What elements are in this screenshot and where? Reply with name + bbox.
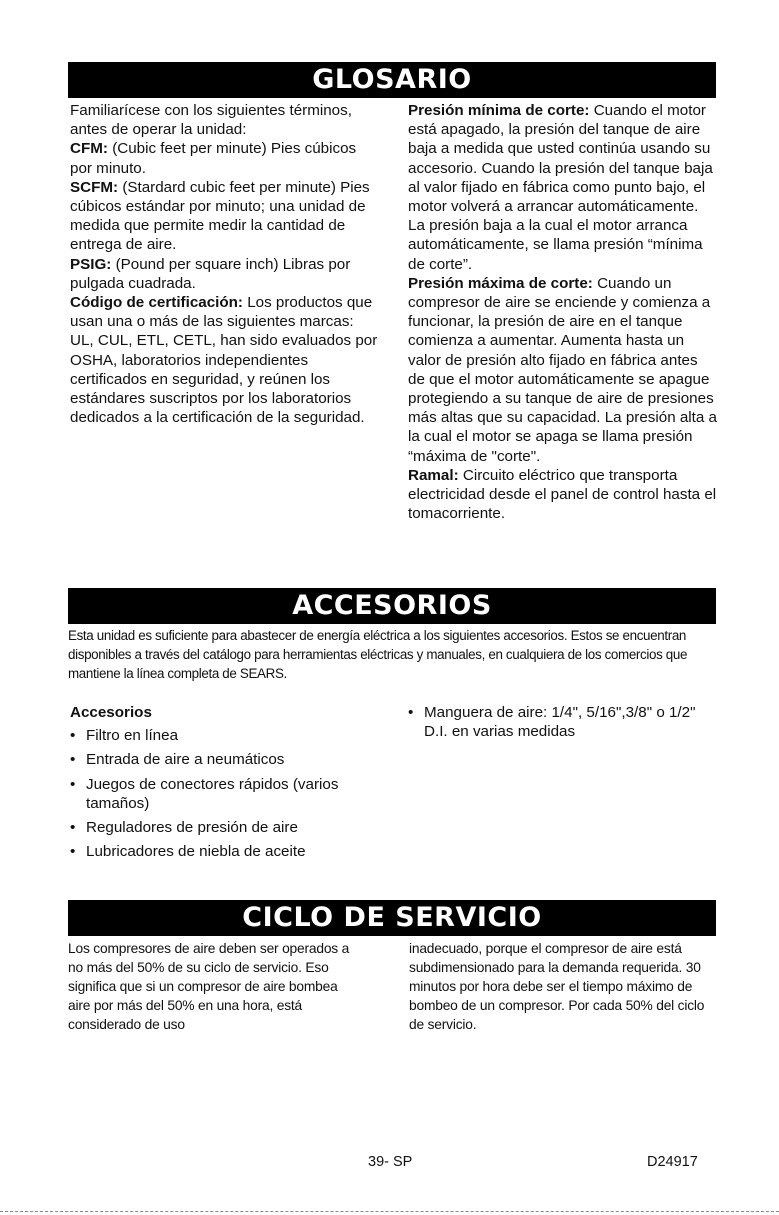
term-label: Ramal:	[408, 466, 459, 484]
accesorios-left-column	[70, 703, 370, 866]
glosario-term	[408, 466, 718, 524]
ciclo-text-left: Los compresores de aire deben ser operados a no más del 50% de su ciclo de servicio. Eso significa que si un compresor de aire bombea aire por más del 50% en una hora, está considerado de uso	[68, 941, 350, 1033]
page-edge-rule	[0, 1211, 779, 1212]
glosario-term	[408, 274, 718, 466]
list-item: • Filtro en línea	[70, 726, 370, 745]
accesorios-heading: ACCESORIOS	[68, 588, 716, 624]
list-item: • Juegos de conectores rápidos (varios tamaños)	[70, 775, 370, 813]
accesorios-list	[408, 703, 718, 741]
document-code: D24917	[647, 1154, 698, 1170]
glosario-term	[70, 293, 380, 427]
term-definition: (Cubic feet per minute) Pies cúbicos por minuto.	[70, 140, 357, 177]
glosario-intro: Familiarícese con los siguientes términos, antes de operar la unidad:	[70, 102, 352, 139]
term-definition: (Pound per square inch) Libras por pulgada cuadrada.	[70, 255, 351, 292]
glosario-right-column	[408, 101, 718, 523]
term-label: CFM:	[70, 140, 108, 158]
ciclo-text-right: inadecuado, porque el compresor de aire está subdimensionado para la demanda requerida. 30 minutos por hora debe ser el tiempo máximo de bombeo de un compresor. Por cada 50% del ciclo de servicio.	[409, 941, 705, 1033]
list-item: • Entrada de aire a neumáticos	[70, 750, 370, 769]
term-definition: (Stardard cubic feet per minute) Pies cúbicos estándar por minuto; una unidad de medida que permite medir la cantidad de entrega de aire.	[70, 178, 370, 254]
page-number: 39- SP	[368, 1154, 413, 1170]
term-label: Presión máxima de corte:	[408, 274, 593, 292]
list-item: • Reguladores de presión de aire	[70, 818, 370, 837]
glosario-term	[408, 101, 718, 274]
term-definition: Los productos que usan una o más de las siguientes marcas: UL, CUL, ETL, CETL, han sido evaluados por OSHA, laboratorios independientes certificados en seguridad, y reúnen los estándares suscriptos por los laboratorios dedicados a la certificación de la seguridad.	[70, 294, 378, 427]
term-label: Presión mínima de corte:	[408, 102, 590, 119]
ciclo-heading: CICLO DE SERVICIO	[68, 900, 716, 936]
accesorios-right-column	[408, 703, 718, 746]
accesorios-list-title: Accesorios	[70, 704, 152, 721]
accesorios-intro: Esta unidad es suficiente para abastecer de energía eléctrica a los siguientes accesorios. Estos se encuentran disponibles a través del catálogo para herramientas eléctricas y manuales, en cualquiera de los comercios que mantiene la línea completa de SEARS.	[68, 628, 688, 682]
glosario-term	[70, 139, 380, 177]
term-definition: Circuito eléctrico que transporta electricidad desde el panel de control hasta el tomacorriente.	[408, 466, 717, 523]
term-definition: Cuando un compresor de aire se enciende y comienza a funcionar, la presión de aire en el tanque comienza a aumentar. Aumenta hasta un valor de presión alto fijado en fábrica antes de que el motor automáticamente se apague protegiendo a su tanque de aire de presiones más altas que su capacidad. La presión alta a la cual el motor se apaga se llama presión “máxima de "corte".	[408, 274, 718, 465]
glosario-term	[70, 178, 380, 255]
list-item: • Lubricadores de niebla de aceite	[70, 842, 370, 861]
list-item: • Manguera de aire: 1/4", 5/16",3/8" o 1/2" D.I. en varias medidas	[408, 703, 718, 741]
glosario-term	[70, 255, 380, 293]
accesorios-list	[70, 726, 370, 861]
term-definition: Cuando el motor está apagado, la presión del tanque de aire baja a medida que usted continúa usando su accesorio. Cuando la presión del tanque baja al valor fijado en fábrica como punto bajo, el motor volverá a arrancar automáticamente. La presión baja a la cual el motor arranca automáticamente, se llama presión “mínima de corte”.	[408, 102, 713, 273]
glosario-left-column	[70, 101, 380, 427]
term-label: Código de certificación:	[70, 294, 243, 312]
term-label: PSIG:	[70, 255, 112, 273]
term-label: SCFM:	[70, 178, 119, 196]
glosario-heading: GLOSARIO	[68, 62, 716, 98]
